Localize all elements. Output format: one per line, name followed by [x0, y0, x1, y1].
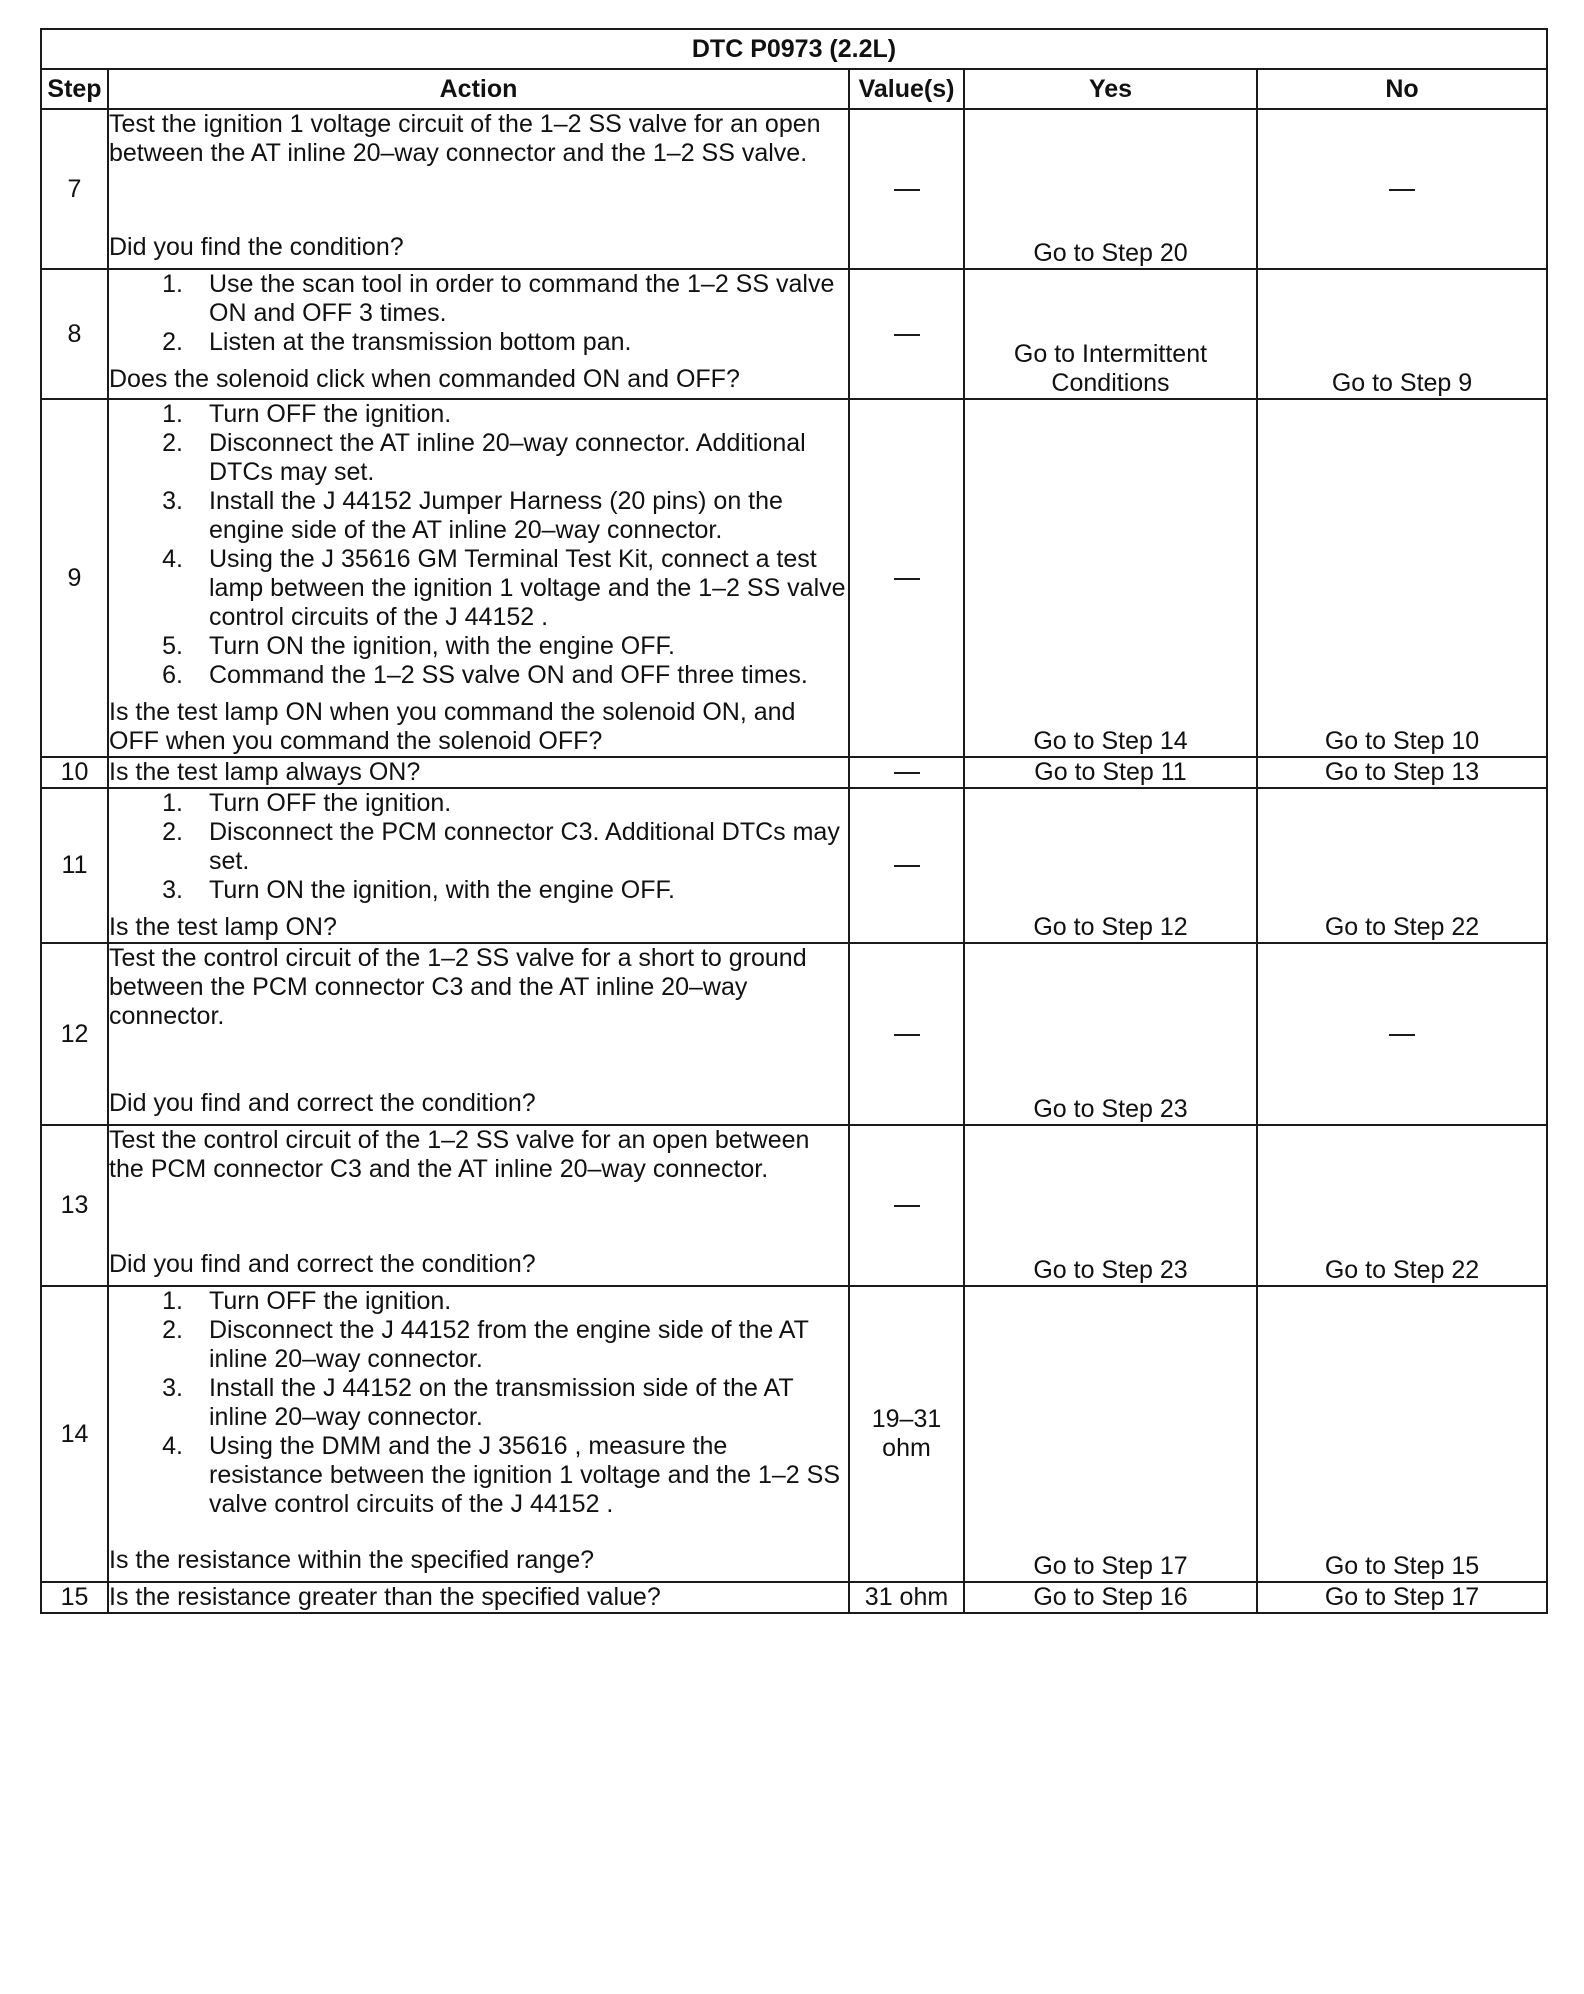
action-step-item: [109, 400, 848, 429]
action-steps: [109, 1287, 848, 1519]
action-step-text: Disconnect the PCM connector C3. Additional DTCs may set.: [209, 818, 840, 875]
em-dash: [894, 772, 920, 774]
action-step-text: Turn OFF the ignition.: [209, 789, 452, 817]
header-action: Action: [108, 69, 849, 109]
yes-cell: Go to Step 23: [964, 1125, 1257, 1286]
action-step-text: Install the J 44152 Jumper Harness (20 pins) on the engine side of the AT inline 20–way connector.: [209, 487, 783, 544]
no-cell: [1257, 109, 1547, 269]
yes-cell: Go to Step 16: [964, 1582, 1257, 1613]
action-steps: [109, 270, 848, 357]
value-cell: [849, 399, 964, 757]
action-step-text: Turn ON the ignition, with the engine OFF.: [209, 632, 675, 660]
action-step-number: 3.: [162, 1374, 183, 1402]
yes-cell: Go to Step 20: [964, 109, 1257, 269]
action-cell: [108, 269, 849, 399]
action-step-item: [109, 818, 848, 876]
em-dash: [894, 334, 920, 336]
action-step-item: [109, 789, 848, 818]
table-row: [41, 1582, 1547, 1613]
action-step-text: Using the DMM and the J 35616 , measure the resistance between the ignition 1 voltage and the 1–2 SS valve control circuits of the J 44152 .: [209, 1432, 840, 1518]
action-content: [109, 400, 848, 756]
action-instructions: [109, 110, 848, 168]
value-cell: [849, 109, 964, 269]
step-number: 15: [41, 1582, 108, 1613]
action-step-item: [109, 545, 848, 632]
header-no: No: [1257, 69, 1547, 109]
table-row: [41, 399, 1547, 757]
em-dash: [894, 865, 920, 867]
action-step-item: [109, 1316, 848, 1374]
header-step: Step: [41, 69, 108, 109]
action-content: [109, 1583, 848, 1612]
step-number: 12: [41, 943, 108, 1125]
action-question: Did you find and correct the condition?: [109, 1089, 536, 1117]
action-question: Is the resistance within the specified range?: [109, 1546, 594, 1574]
action-cell: [108, 943, 849, 1125]
action-step-number: 1.: [162, 270, 183, 298]
action-step-number: 2.: [162, 328, 183, 356]
em-dash: [1389, 1034, 1415, 1036]
no-cell: Go to Step 9: [1257, 269, 1547, 399]
yes-cell: Go to Step 23: [964, 943, 1257, 1125]
action-instructions: [109, 1126, 848, 1184]
action-content: [109, 1126, 848, 1279]
action-step-number: 5.: [162, 632, 183, 660]
action-steps: [109, 789, 848, 905]
action-content: [109, 270, 848, 394]
action-text: Test the control circuit of the 1–2 SS valve for an open between the PCM connector C3 and the AT inline 20–way connector.: [109, 1126, 810, 1183]
table-row: [41, 1125, 1547, 1286]
action-step-item: [109, 876, 848, 905]
action-steps: [109, 400, 848, 690]
em-dash: [894, 1034, 920, 1036]
action-step-item: [109, 661, 848, 690]
action-step-text: Use the scan tool in order to command the 1–2 SS valve ON and OFF 3 times.: [209, 270, 835, 327]
action-question: Does the solenoid click when commanded ON and OFF?: [109, 365, 740, 393]
step-number: 14: [41, 1286, 108, 1582]
action-step-item: [109, 487, 848, 545]
em-dash: [894, 189, 920, 191]
action-instructions: [109, 270, 848, 357]
action-step-number: 3.: [162, 876, 183, 904]
value-cell: [849, 788, 964, 943]
action-step-number: 1.: [162, 789, 183, 817]
action-step-item: [109, 328, 848, 357]
action-step-text: Turn ON the ignition, with the engine OFF.: [209, 876, 675, 904]
action-text: Test the control circuit of the 1–2 SS valve for a short to ground between the PCM connector C3 and the AT inline 20–way connector.: [109, 944, 807, 1030]
action-question: Did you find and correct the condition?: [109, 1250, 536, 1278]
action-content: [109, 110, 848, 262]
action-step-number: 4.: [162, 1432, 183, 1460]
yes-cell: Go to Intermittent Conditions: [964, 269, 1257, 399]
action-cell: [108, 109, 849, 269]
value-cell: [849, 269, 964, 399]
no-cell: Go to Step 10: [1257, 399, 1547, 757]
action-text: Test the ignition 1 voltage circuit of the 1–2 SS valve for an open between the AT inline 20–way connector and the 1–2 SS valve.: [109, 110, 821, 167]
action-step-number: 1.: [162, 1287, 183, 1315]
action-instructions: [109, 789, 848, 905]
value-cell: [849, 1125, 964, 1286]
action-content: [109, 1287, 848, 1575]
step-number: 7: [41, 109, 108, 269]
action-step-text: Disconnect the J 44152 from the engine side of the AT inline 20–way connector.: [209, 1316, 809, 1373]
table-row: [41, 269, 1547, 399]
action-step-number: 3.: [162, 487, 183, 515]
action-cell: [108, 1286, 849, 1582]
table-row: [41, 788, 1547, 943]
action-question: Did you find the condition?: [109, 233, 404, 261]
action-step-item: [109, 270, 848, 328]
yes-cell: Go to Step 14: [964, 399, 1257, 757]
no-cell: Go to Step 22: [1257, 788, 1547, 943]
action-cell: [108, 1125, 849, 1286]
action-step-text: Turn OFF the ignition.: [209, 1287, 452, 1315]
action-cell: [108, 788, 849, 943]
action-step-item: [109, 1287, 848, 1316]
action-question: Is the test lamp always ON?: [109, 758, 421, 786]
action-step-number: 2.: [162, 818, 183, 846]
value-cell: 19–31 ohm: [849, 1286, 964, 1582]
action-step-number: 2.: [162, 1316, 183, 1344]
action-step-text: Disconnect the AT inline 20–way connector. Additional DTCs may set.: [209, 429, 806, 486]
step-number: 8: [41, 269, 108, 399]
step-number: 13: [41, 1125, 108, 1286]
step-number: 9: [41, 399, 108, 757]
em-dash: [1389, 189, 1415, 191]
em-dash: [894, 1205, 920, 1207]
action-content: [109, 944, 848, 1118]
table-row: [41, 757, 1547, 788]
action-cell: [108, 757, 849, 788]
action-step-item: [109, 1432, 848, 1519]
action-step-number: 6.: [162, 661, 183, 689]
action-step-number: 4.: [162, 545, 183, 573]
action-instructions: [109, 400, 848, 690]
header-values: Value(s): [849, 69, 964, 109]
no-cell: Go to Step 17: [1257, 1582, 1547, 1613]
action-step-item: [109, 429, 848, 487]
value-cell: [849, 943, 964, 1125]
header-yes: Yes: [964, 69, 1257, 109]
step-number: 11: [41, 788, 108, 943]
action-question: Is the test lamp ON when you command the solenoid ON, and OFF when you command the solenoid OFF?: [109, 698, 796, 755]
action-step-item: [109, 1374, 848, 1432]
action-cell: [108, 399, 849, 757]
action-step-text: Install the J 44152 on the transmission side of the AT inline 20–way connector.: [209, 1374, 794, 1431]
action-step-number: 1.: [162, 400, 183, 428]
action-cell: [108, 1582, 849, 1613]
yes-cell: Go to Step 17: [964, 1286, 1257, 1582]
no-cell: [1257, 943, 1547, 1125]
value-cell: 31 ohm: [849, 1582, 964, 1613]
dtc-table: [40, 28, 1548, 1614]
action-step-item: [109, 632, 848, 661]
no-cell: Go to Step 22: [1257, 1125, 1547, 1286]
table-body: [41, 109, 1547, 1613]
action-instructions: [109, 944, 848, 1031]
action-content: [109, 789, 848, 942]
yes-cell: Go to Step 11: [964, 757, 1257, 788]
action-step-text: Turn OFF the ignition.: [209, 400, 452, 428]
action-question: Is the resistance greater than the specified value?: [109, 1583, 661, 1611]
action-step-text: Listen at the transmission bottom pan.: [209, 328, 632, 356]
step-number: 10: [41, 757, 108, 788]
action-question: Is the test lamp ON?: [109, 913, 337, 941]
table-row: [41, 109, 1547, 269]
action-step-text: Using the J 35616 GM Terminal Test Kit, connect a test lamp between the ignition 1 voltage and the 1–2 SS valve control circuits of the J 44152 .: [209, 545, 846, 631]
value-cell: [849, 757, 964, 788]
em-dash: [894, 578, 920, 580]
action-content: [109, 758, 848, 787]
no-cell: Go to Step 13: [1257, 757, 1547, 788]
yes-cell: Go to Step 12: [964, 788, 1257, 943]
action-step-text: Command the 1–2 SS valve ON and OFF three times.: [209, 661, 808, 689]
action-instructions: [109, 1287, 848, 1519]
table-row: [41, 943, 1547, 1125]
no-cell: Go to Step 15: [1257, 1286, 1547, 1582]
action-step-number: 2.: [162, 429, 183, 457]
table-title: DTC P0973 (2.2L): [41, 29, 1547, 69]
table-row: [41, 1286, 1547, 1582]
